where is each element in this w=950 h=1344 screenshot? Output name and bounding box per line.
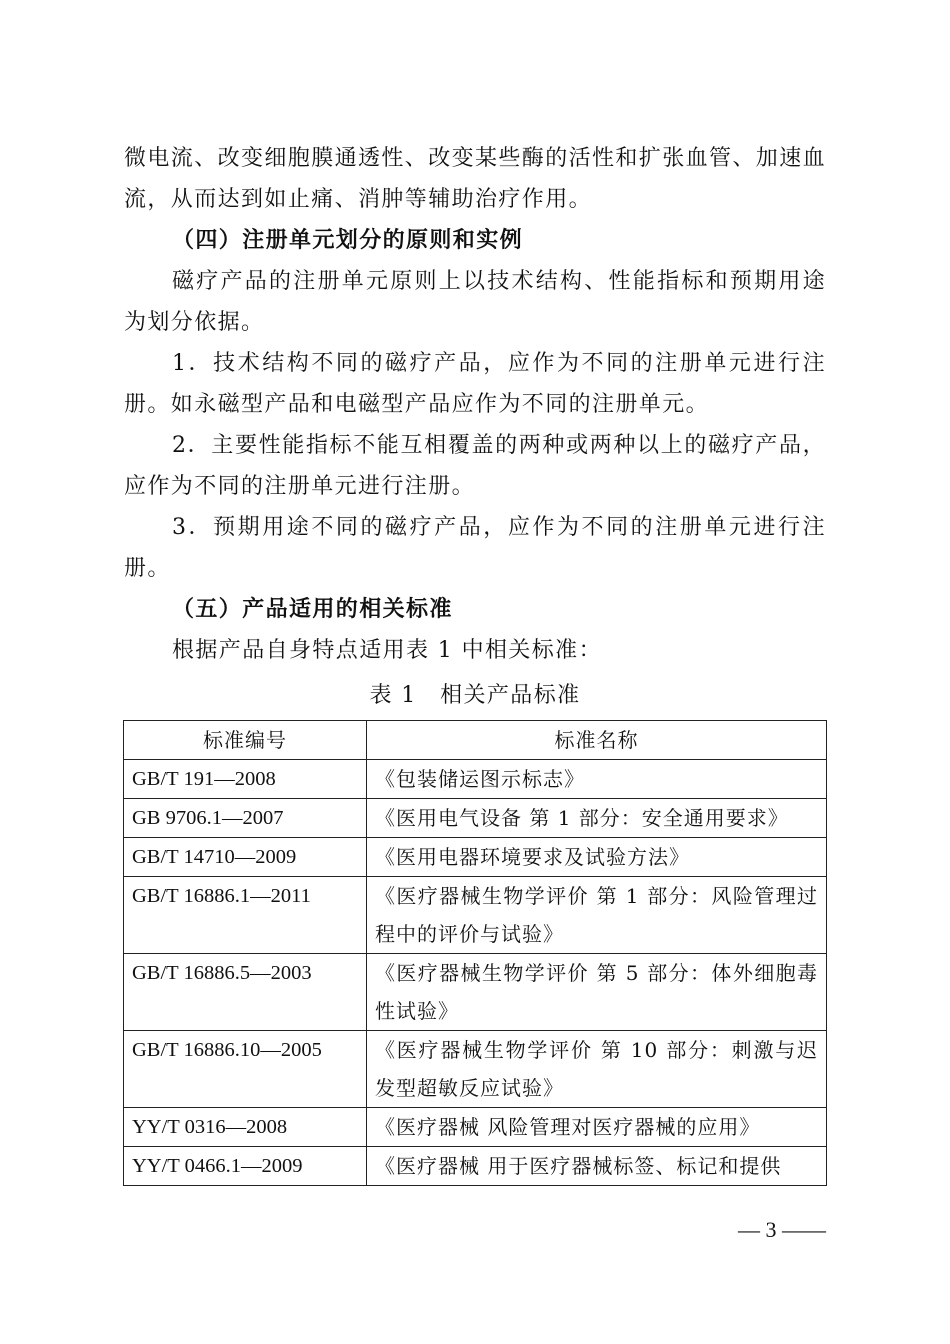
- paragraph-rule-1: 1．技术结构不同的磁疗产品，应作为不同的注册单元进行注册。如永磁型产品和电磁型产品应作为不同的注册单元。: [124, 351, 826, 417]
- standard-name: 《包装储运图示标志》: [367, 760, 827, 799]
- standard-code: GB/T 16886.1—2011: [124, 877, 367, 954]
- section-heading-registration-units: （四）注册单元划分的原则和实例: [172, 227, 524, 253]
- standard-code: GB/T 191—2008: [124, 760, 367, 799]
- standard-name: 《医疗器械生物学评价 第 10 部分：刺激与迟发型超敏反应试验》: [367, 1031, 827, 1108]
- page-number: — 3 ——: [738, 1217, 826, 1242]
- table-header-row: [124, 721, 827, 760]
- table-row: [124, 799, 827, 838]
- standard-code: GB/T 14710—2009: [124, 838, 367, 877]
- standard-name: 《医用电气设备 第 1 部分：安全通用要求》: [367, 799, 827, 838]
- header-standard-code: 标准编号: [124, 721, 367, 760]
- standards-table: [123, 720, 827, 1186]
- standard-name: 《医疗器械 用于医疗器械标签、标记和提供: [367, 1147, 827, 1186]
- table-caption: 表 1 相关产品标准: [369, 683, 581, 708]
- standard-code: GB 9706.1—2007: [124, 799, 367, 838]
- standard-name: 《医疗器械 风险管理对医疗器械的应用》: [367, 1108, 827, 1147]
- table-row: [124, 1147, 827, 1186]
- paragraph-rule-2: 2．主要性能指标不能互相覆盖的两种或两种以上的磁疗产品，应作为不同的注册单元进行注册。: [124, 433, 826, 499]
- standard-code: GB/T 16886.10—2005: [124, 1031, 367, 1108]
- paragraph-registration-principle: 磁疗产品的注册单元原则上以技术结构、性能指标和预期用途为划分依据。: [124, 269, 826, 335]
- table-row: [124, 760, 827, 799]
- standard-code: GB/T 16886.5—2003: [124, 954, 367, 1031]
- table-row: [124, 1108, 827, 1147]
- standard-code: YY/T 0316—2008: [124, 1108, 367, 1147]
- standard-name: 《医用电器环境要求及试验方法》: [367, 838, 827, 877]
- section-heading-standards: （五）产品适用的相关标准: [172, 596, 453, 622]
- table-row: [124, 877, 827, 954]
- standard-code: YY/T 0466.1—2009: [124, 1147, 367, 1186]
- standard-name: 《医疗器械生物学评价 第 5 部分：体外细胞毒性试验》: [367, 954, 827, 1031]
- header-standard-name: 标准名称: [367, 721, 827, 760]
- table-row: [124, 838, 827, 877]
- paragraph-standards-intro: 根据产品自身特点适用表 1 中相关标准：: [172, 638, 602, 663]
- paragraph-rule-3: 3．预期用途不同的磁疗产品，应作为不同的注册单元进行注册。: [124, 515, 826, 581]
- standard-name: 《医疗器械生物学评价 第 1 部分：风险管理过程中的评价与试验》: [367, 877, 827, 954]
- paragraph-mechanism: 微电流、改变细胞膜通透性、改变某些酶的活性和扩张血管、加速血流，从而达到如止痛、消肿等辅助治疗作用。: [124, 146, 827, 212]
- table-row: [124, 1031, 827, 1108]
- table-row: [124, 954, 827, 1031]
